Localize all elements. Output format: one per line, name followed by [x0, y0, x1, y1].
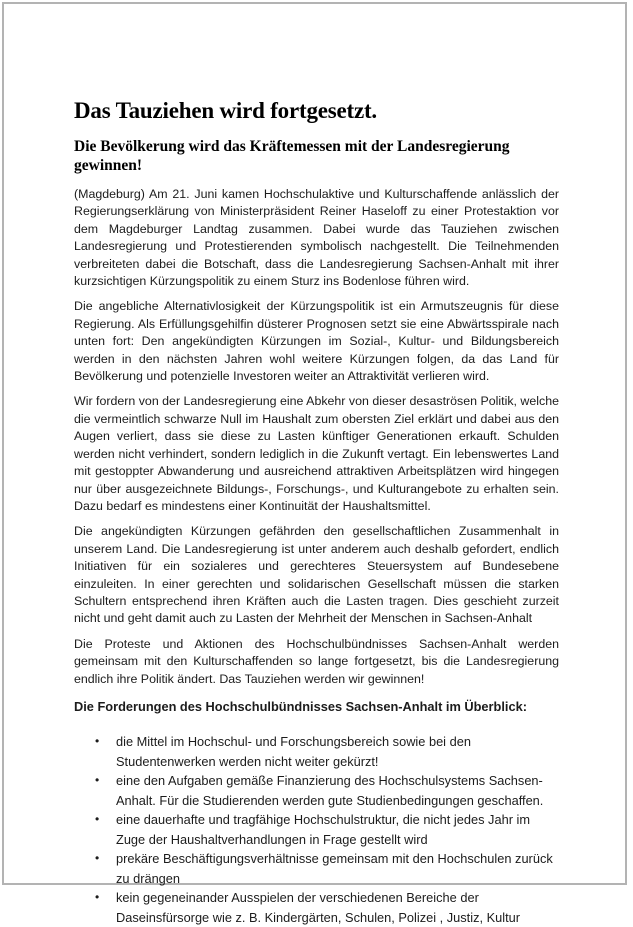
document-title: Das Tauziehen wird fortgesetzt.	[74, 98, 377, 123]
list-item	[95, 849, 559, 888]
body-paragraph-2: Die angebliche Alternativlosigkeit der Kürzungspolitik ist ein Armutszeugnis für diese Regierung. Als Erfüllungsgehilfin düsterer Prognosen setzt sie eine Abwärtsspirale nach unten fort: Den angekündigten Kürzungen im Sozial-, Kultur- und Bildungsbereich werden in den nächsten Jahren wohl weitere Kürzungen folgen, da das Land für Bevölkerung und potenzielle Investoren weiter an Attraktivität verlieren wird.	[74, 299, 559, 384]
body-paragraph-5: Die Proteste und Aktionen des Hochschulbündnisses Sachsen-Anhalt werden gemeinsam mit den Kulturschaffenden so lange fortgesetzt, bis die Landesregierung endlich ihre Politik ändert. Das Tauziehen werden wir gewinnen!	[74, 636, 559, 686]
body-paragraph-4: Die angekündigten Kürzungen gefährden den gesellschaftlichen Zusammenhalt in unserem Land. Die Landesregierung ist unter anderem auch deshalb gefordert, endlich Initiativen für ein sozialeres und gerechteres Steuersystem auf Bundesebene einzuleiten. In einer gerechten und solidarischen Gesellschaft müssen die starken Schultern entsprechend ihren Kräften auch die Lasten tragen. Dies geschieht zurzeit nicht und geht damit auch zu Lasten der Mehrheit der Menschen in Sachsen-Anhalt	[74, 524, 559, 626]
document-page	[2, 2, 627, 925]
demands-list-heading: Die Forderungen des Hochschulbündnisses Sachsen-Anhalt im Überblick:	[74, 698, 527, 714]
body-paragraph-1: (Magdeburg) Am 21. Juni kamen Hochschulaktive und Kulturschaffende anlässlich der Regierungserklärung von Ministerpräsident Reiner Haseloff zu einer Protestaktion vor dem Magdeburger Landtag zusammen. Dabei wurde das Tauziehen zwischen Landesregierung und Protestierenden symbolisch nachgestellt. Die Teilnehmenden verbreiteten dabei die Botschaft, dass die Landesregierung Sachsen-Anhalt mit ihrer kurzsichtigen Kürzungspolitik zu einem Sturz ins Bodenlose führen wird.	[74, 187, 559, 289]
document-subtitle: Die Bevölkerung wird das Kräftemessen mit der Landesregierung gewinnen!	[74, 138, 510, 174]
list-item	[95, 732, 559, 771]
list-item-text: eine den Aufgaben gemäße Finanzierung des Hochschulsystems Sachsen-Anhalt. Für die Studierenden werden gute Studienbedingungen geschaffen.	[116, 773, 544, 808]
bullet-marker-icon: •	[95, 734, 100, 749]
demands-list	[74, 732, 559, 927]
list-item-text: prekäre Beschäftigungsverhältnisse gemeinsam mit den Hochschulen zurück zu drängen	[116, 851, 553, 886]
list-item	[95, 771, 559, 810]
list-item	[95, 888, 559, 927]
list-item	[95, 810, 559, 849]
list-item-text: die Mittel im Hochschul- und Forschungsbereich sowie bei den Studentenwerken werden nicht weiter gekürzt!	[116, 734, 471, 769]
body-paragraph-3: Wir fordern von der Landesregierung eine Abkehr von dieser desaströsen Politik, welche die vermeintlich schwarze Null im Haushalt zum obersten Ziel erklärt und dabei aus den Augen verliert, dass sie diese zu Lasten künftiger Generationen erkauft. Schulden werden nicht verhindert, sondern lediglich in die Zukunft vertagt. Ein lebenswertes Land mit gestoppter Abwanderung und ausreichend attraktiven Arbeitsplätzen wird hingegen nur über ausgezeichnete Bildungs-, Forschungs-, und Kulturangebote zu erhalten sein. Dazu bedarf es mindestens einer Kontinuität der Haushaltsmittel.	[74, 394, 559, 513]
bullet-marker-icon: •	[95, 890, 100, 905]
list-item-text: kein gegeneinander Ausspielen der verschiedenen Bereiche der Daseinsfürsorge wie z. B. Kindergärten, Schulen, Polizei , Justiz, Kultur	[116, 890, 521, 925]
list-item-text: eine dauerhafte und tragfähige Hochschulstruktur, die nicht jedes Jahr im Zuge der Haushaltverhandlungen in Frage gestellt wird	[116, 812, 531, 847]
bullet-marker-icon: •	[95, 812, 100, 827]
bullet-marker-icon: •	[95, 773, 100, 788]
bullet-marker-icon: •	[95, 851, 100, 866]
